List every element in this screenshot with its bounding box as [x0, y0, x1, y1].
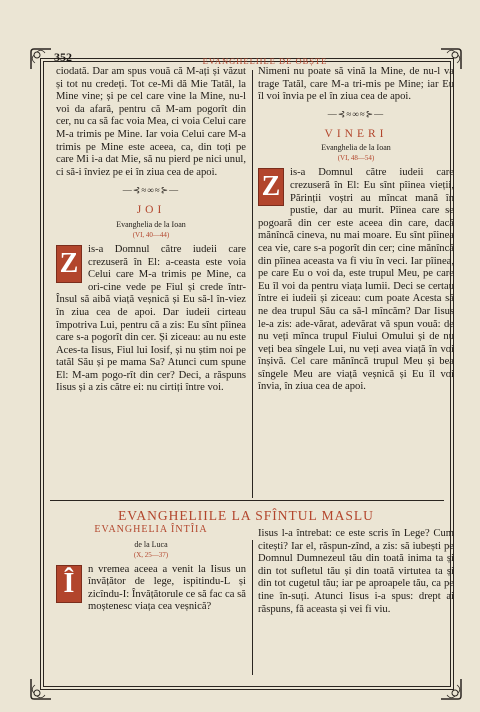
continuation-paragraph: ciodată. Dar am spus vouă că M-ați și văzut și tot nu credeți. Tot ce-Mi dă Mie Tatăl, la Mine vine; și pe cel care vine la Mine, nu-l voi da afară, pentru că M-am pogorît din cer, nu ca să fac voia Mea, ci voia Celui care M-a trimis pe Mine. Iar voia Celui care M-a trimis pe Mine este aceea, ca, din toți pe care Mi i-a dat Mie, să nu pierd pe nici unul, ci să-i înviez pe ei în ziua cea de apoi.: [56, 66, 246, 178]
ornament-divider: —⊰≈∞≈⊱—: [122, 185, 180, 196]
gospel-source: de la Luca: [134, 539, 168, 549]
section-title-maslu: EVANGHELIILE LA SFÎNTUL MASLU: [118, 508, 374, 523]
continuation-paragraph-right: Nimeni nu poate să vină la Mine, de nu-l va trage Tatăl, care M-a tri-mis pe Mine; iar Eu îl voi învia pe el în ziua cea de apoi.: [258, 66, 454, 103]
page-number: 352: [54, 50, 72, 64]
gospel-reference: (VI, 40—44): [132, 230, 170, 239]
corner-ornament-bottom-left: [28, 676, 54, 702]
running-head: EVANGHELIILE DE OBȘTE: [202, 56, 328, 66]
drop-cap: Z: [56, 245, 82, 283]
gospel-reference: (VI, 48—54): [337, 154, 375, 163]
vineri-paragraph: [258, 167, 454, 394]
corner-ornament-top-left: [28, 46, 54, 72]
gospel-subheading: EVANGHELIA ÎNTÎIA: [94, 524, 208, 535]
maslu-left-column: [56, 524, 246, 614]
drop-cap: Î: [56, 565, 82, 603]
left-column: [56, 66, 246, 395]
section-heading-vineri: VINERI: [324, 127, 388, 140]
section-heading-joi: JOI: [136, 204, 166, 217]
maslu-text-left: n vremea aceea a venit la Iisus un învățător de lege, ispitindu-L și zicîndu-I: Învățătorule ce să fac ca să moștenesc viața cea veșnică?: [88, 563, 246, 613]
gospel-source: Evanghelia de la Ioan: [321, 143, 391, 153]
section-divider: [50, 500, 444, 501]
maslu-right-column: [258, 528, 454, 616]
column-divider-lower: [252, 540, 253, 675]
joi-paragraph: [56, 244, 246, 395]
column-divider: [252, 70, 253, 498]
ornament-divider: —⊰≈∞≈⊱—: [327, 108, 385, 119]
gospel-reference: (X, 25—37): [133, 550, 169, 559]
joi-text: is-a Domnul către iudeii care crezuseră în El: a-ceasta este voia Celui care M-a trimis pe Mine, ca ori-cine vede pe Fiul și crede într-Însul să aibă viață veșnică și Eu să-l în-viez în ziua cea de apoi. Dar iudeii cirteau împotriva Lui, pentru că a zis: Eu sînt pîinea care s-a pogorît din cer. Și ziceau: au nu este Aces-ta Iisus, Fiul lui Iosif, și nu știm noi pe tatăl Său și pe mama Sa? Atunci cum spune El: M-am pogo-rît din cer? Deci, a răspuns Iisus și a zis către ei: nu cirtiți între voi.: [56, 243, 246, 394]
gospel-source: Evanghelia de la Ioan: [116, 219, 186, 229]
maslu-text-right: Iisus l-a întrebat: ce este scris în Lege? Cum citești? Iar el, răspun-zînd, a zis: să iubești pe Domnul Dumnezeul tău din toată inima ta și din tot sufletul tău și din toată virtutea ta și din tot cugetul tău; iar pe aproapele tău, ca pe tine în-suți. Atunci Iisus i-a spus: drept ai răspuns, fă aceasta și vei fi viu.: [258, 528, 454, 615]
drop-cap: Z: [258, 168, 284, 206]
right-column: [258, 66, 454, 394]
maslu-paragraph: [56, 564, 246, 614]
vineri-text: is-a Domnul către iudeii care crezuseră în El: Eu sînt pîinea vieții, Părinții voștri au mîncat mană în pustie, dar au murit. Pîinea care se pogoară din cer este aceea din care, dacă mănîncă cineva, nu mai moare. Eu sînt pîinea cea vie, care s-a pogorît din cer; cine mănîncă din pîinea aceasta va fi viu în veci. Iar pîinea, pe care Eu o voi da, este trupul Meu, pe care Eu îl voi da pentru viața lumii. Deci se certau între ei iudeii și ziceau: cum poate Acesta să ne dea trupul Său ca să-l mîncăm? Dar Iisus le-a zis: ade-vărat, adevărat vă spun vouă: de nu veți mînca trupul Fiului Omului și de nu veți bea sîngele Lui, nu veți avea viață în voi înșivă. Cel care mănîncă trupul Meu și bea sîngele Meu are viață veșnică și Eu îl voi învia, în ziua cea de apoi.: [258, 167, 454, 393]
corner-ornament-bottom-right: [438, 676, 464, 702]
